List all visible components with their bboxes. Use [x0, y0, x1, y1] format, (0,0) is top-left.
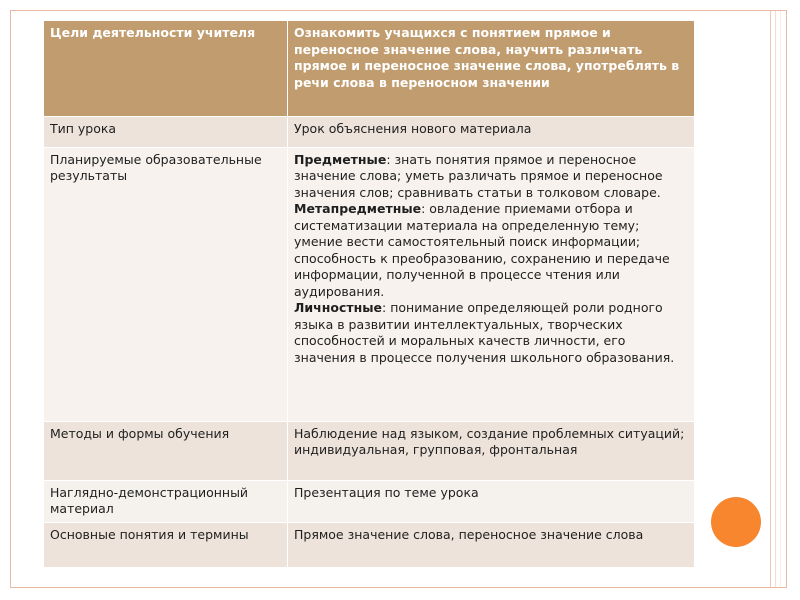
goal-value: Ознакомить учащихся с понятием прямое и переносное значение слова, научить различать прямое и переносное значение слова, употреблять в речи слова в переносном значении: [288, 21, 695, 116]
table-row-methods: [44, 421, 695, 480]
personal-results-text: : понимание определяющей роли родного языка в развитии интеллектуальных, творческих способностей и моральных качеств личности, его значения в процессе получения школьного образования.: [294, 300, 675, 365]
table-row-materials: [44, 480, 695, 522]
table-row-lesson-type: [44, 116, 695, 147]
goal-label: Цели деятельности учителя: [44, 21, 288, 116]
meta-results-label: Метапредметные: [294, 201, 422, 216]
frame-stripe: [775, 11, 776, 587]
terms-value: Прямое значение слова, переносное значение слова: [288, 522, 695, 567]
table-row-results: [44, 147, 695, 421]
terms-label: Основные понятия и термины: [44, 522, 288, 567]
methods-label: Методы и формы обучения: [44, 421, 288, 480]
results-value: [288, 147, 695, 421]
results-label: Планируемые образовательные результаты: [44, 147, 288, 421]
lesson-type-label: Тип урока: [44, 116, 288, 147]
accent-circle: [711, 497, 761, 547]
frame-stripe: [780, 11, 781, 587]
frame-stripe: [770, 11, 771, 587]
subject-results-text: : знать понятия прямое и переносное значение слова; уметь различать прямое и переносное значения слов; сравнивать статьи в толковом словаре.: [294, 151, 663, 200]
lesson-plan-table: [44, 21, 695, 568]
meta-results-text: : овладение приемами отбора и систематизации материала на определенную тему; умение вести самостоятельный поиск информации; способность к преобразованию, сохранению и передаче информации, полученной в процессе чтения или аудирования.: [294, 201, 670, 299]
lesson-type-value: Урок объяснения нового материала: [288, 116, 695, 147]
personal-results-label: Личностные: [294, 300, 383, 315]
materials-value: Презентация по теме урока: [288, 480, 695, 522]
materials-label: Наглядно-демонстрационный материал: [44, 480, 288, 522]
methods-value: Наблюдение над языком, создание проблемных ситуаций; индивидуальная, групповая, фронтальная: [288, 421, 695, 480]
table-row-terms: [44, 522, 695, 567]
subject-results-label: Предметные: [294, 151, 387, 167]
table-row-goal: [44, 21, 695, 116]
